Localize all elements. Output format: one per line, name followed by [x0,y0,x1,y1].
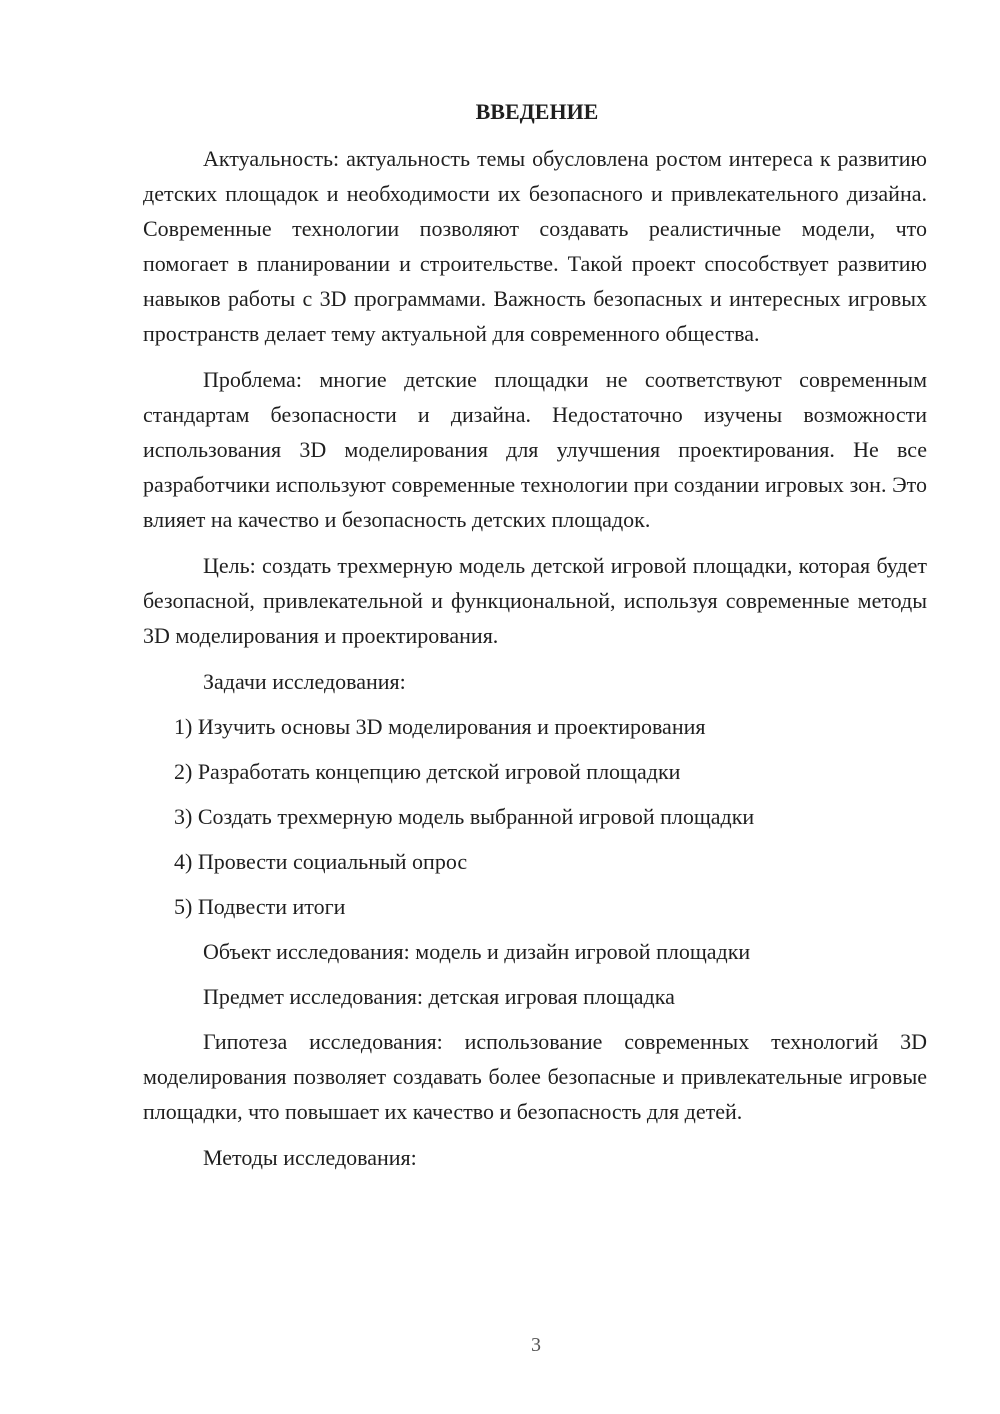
tasks-heading: Задачи исследования: [203,669,406,694]
research-subject: Предмет исследования: детская игровая площадка [203,984,675,1009]
list-item: 4) Провести социальный опрос [174,849,468,874]
document-body [143,94,927,1185]
list-item: 1) Изучить основы 3D моделирования и проектирования [174,714,706,739]
list-item: 3) Создать трехмерную модель выбранной игровой площадки [174,804,755,829]
list-item: 5) Подвести итоги [174,894,346,919]
research-object: Объект исследования: модель и дизайн игровой площадки [203,939,751,964]
page-title: ВВЕДЕНИЕ [475,99,599,124]
list-item: 2) Разработать концепцию детской игровой площадки [174,759,681,784]
paragraph-relevance: Актуальность: актуальность темы обусловлена ростом интереса к развитию детских площадок и необходимости их безопасного и привлекательного дизайна. Современные технологии позволяют создавать реалистичные модели, что помогает в планировании и строительстве. Такой проект способствует развитию навыков работы с 3D программами. Важность безопасных и интересных игровых пространств делает тему актуальной для современного общества. [143,146,927,346]
methods-heading: Методы исследования: [203,1145,417,1170]
page-number: 3 [531,1334,541,1356]
tasks-list [143,709,927,924]
paragraph-problem: Проблема: многие детские площадки не соответствуют современным стандартам безопасности и дизайна. Недостаточно изучены возможности использования 3D моделирования для улучшения проектирования. Не все разработчики используют современные технологии при создании игровых зон. Это влияет на качество и безопасность детских площадок. [143,367,927,532]
paragraph-goal: Цель: создать трехмерную модель детской игровой площадки, которая будет безопасной, привлекательной и функциональной, используя современные методы 3D моделирования и проектирования. [143,553,927,648]
paragraph-hypothesis: Гипотеза исследования: использование современных технологий 3D моделирования позволяет создавать более безопасные и привлекательные игровые площадки, что повышает их качество и безопасность для детей. [143,1029,927,1124]
